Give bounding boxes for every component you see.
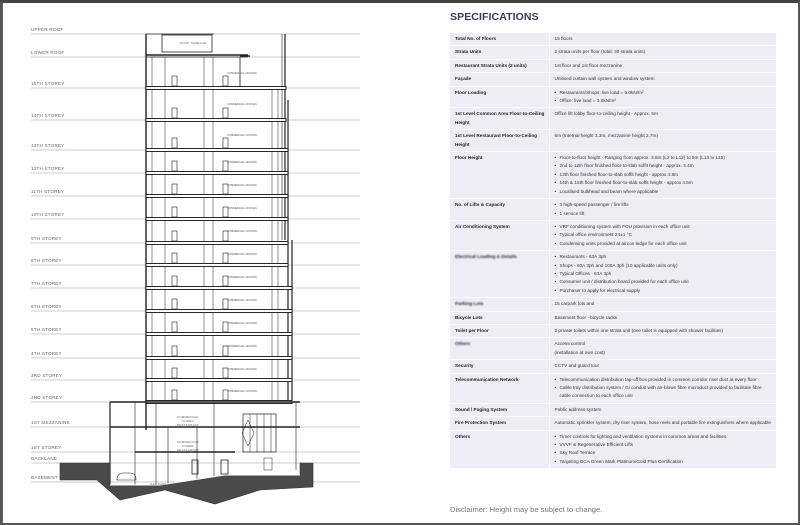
spec-row xyxy=(450,430,776,469)
spec-value xyxy=(549,311,776,324)
spec-bullet: • Localised bulkhead and beam where applicable xyxy=(555,188,773,196)
spec-bullet: • Restaurants - 63A 3ph xyxy=(555,253,773,261)
ground-hatch xyxy=(60,463,313,504)
spec-value xyxy=(549,324,776,337)
storey-label: 3RD STOREY xyxy=(31,373,63,378)
storey-label: 12TH STOREY xyxy=(31,166,65,171)
spec-value-text: 1st floor and 1st floor mezzanine xyxy=(554,62,623,68)
spec-row xyxy=(450,373,776,403)
spec-row xyxy=(450,298,776,311)
door-opening xyxy=(172,346,177,356)
spec-row xyxy=(450,108,776,130)
spec-key: Parking Lots xyxy=(450,298,549,311)
spec-key: 1st Level Common Area Floor-to-Ceiling Height xyxy=(450,108,549,130)
spec-key: No. of Lifts & Capacity xyxy=(450,199,549,221)
spec-key: Floor Height xyxy=(450,152,549,199)
door-opening xyxy=(223,76,228,86)
storey-label: 9TH STOREY xyxy=(31,236,62,241)
spec-value-text: 6m (Internal height 3.3m, mezzanine height 2.7m) xyxy=(554,133,658,139)
storey-label: 4TH STOREY xyxy=(31,351,62,356)
storey-label: 10TH STOREY xyxy=(31,212,65,217)
spec-value xyxy=(549,152,776,199)
storey-label: BACKLANE xyxy=(31,456,58,461)
spec-bullet: • Targeting BCA Green Mark Platinum/Gold Plus Certification xyxy=(555,458,773,466)
spec-row xyxy=(450,152,776,199)
specs-title: SPECIFICATIONS xyxy=(450,11,539,23)
spec-key: Restaurant Strata Units (2 units) xyxy=(450,59,549,72)
storey-label: 7TH STOREY xyxy=(31,281,62,286)
door-opening xyxy=(172,76,177,86)
spec-bullet: • 3 high-speed passenger / fire lifts xyxy=(555,201,773,209)
floor-slab xyxy=(146,172,288,175)
spec-value-text: 2 private toilets within one strata unit (one toilet is equipped with shower facilities) xyxy=(554,327,724,333)
floor-slab xyxy=(146,357,292,360)
storey-label: 8TH STOREY xyxy=(31,258,62,263)
floor-slab xyxy=(146,87,286,90)
spec-bullet: • Timer controls for lighting and ventilation systems in common areas and facilities xyxy=(555,433,773,441)
door-opening xyxy=(223,108,228,118)
spec-value-text: Public address system xyxy=(554,406,602,412)
spec-bullet: • Consumer unit / distribution board provided for each office unit xyxy=(555,278,773,286)
office-room-label: COMMERCIAL OFFICES xyxy=(227,103,257,106)
spec-row xyxy=(450,360,776,373)
spec-key: Façade xyxy=(450,73,549,86)
spec-value xyxy=(549,33,776,46)
spec-key: 1st Level Restaurant Floor-to-Ceiling Height xyxy=(450,130,549,152)
spec-row xyxy=(450,251,776,298)
spec-bullet: • 1 service lift xyxy=(555,210,773,218)
spec-bullet: • Restaurants/Shops: live load = 5.0kN/m² xyxy=(555,89,773,97)
spec-key: Others xyxy=(450,338,549,360)
spec-row xyxy=(450,199,776,221)
storey-label: 15TH STOREY xyxy=(31,81,65,86)
office-room-label: COMMERCIAL OFFICES xyxy=(227,345,257,348)
spec-key: Toilet per Floor xyxy=(450,324,549,337)
floor-slab xyxy=(146,195,288,198)
spec-bullet: • Purchaser to apply for electrical supply xyxy=(555,287,773,295)
storey-label: 6TH STOREY xyxy=(31,304,62,309)
spec-row xyxy=(450,46,776,59)
door-opening xyxy=(172,184,177,194)
storey-label: BASEMENT xyxy=(31,475,58,480)
office-room-label: COMMERCIAL OFFICES xyxy=(227,207,257,210)
office-room-label: COMMERCIAL OFFICES xyxy=(227,368,257,371)
storey-label: 13TH STOREY xyxy=(31,143,65,148)
spec-bullet: • Shops - 60A 3ph and 100A 3ph (10 applicable units only) xyxy=(555,262,773,270)
office-room-label: COMMERCIAL OFFICES xyxy=(227,276,257,279)
door-opening xyxy=(172,138,177,148)
spec-key: Air Conditioning System xyxy=(450,220,549,250)
spec-bullet: • 14th & 15th floor finished floor-to-slab soffit height - approx 4.5m xyxy=(555,179,773,187)
door-opening xyxy=(223,138,228,148)
door-opening xyxy=(172,207,177,217)
spec-key: Fire Protection System xyxy=(450,417,549,430)
spec-bullet: • 2nd to 12th floor finished floor-to-slab soffit height - approx. 3.4m xyxy=(555,162,773,170)
door-opening xyxy=(172,322,177,332)
spec-value xyxy=(549,417,776,430)
spec-value xyxy=(549,403,776,416)
storey-label: LOWER ROOF xyxy=(31,50,65,55)
storey-label: 5TH STOREY xyxy=(31,327,62,332)
spec-row xyxy=(450,59,776,72)
office-room-label: COMMERCIAL OFFICES xyxy=(227,184,257,187)
spec-key: Strata Units xyxy=(450,46,549,59)
spec-value xyxy=(549,130,776,152)
spec-key: Telecommunication Network xyxy=(450,373,549,403)
office-room-label: COMMERCIAL OFFICES xyxy=(227,322,257,325)
spec-key: Total No. of Floors xyxy=(450,33,549,46)
spec-value-text-2: (installation at own cost) xyxy=(554,349,605,355)
spec-value xyxy=(549,220,776,250)
office-room-label: COMMERCIAL OFFICES xyxy=(227,299,257,302)
floor-slab xyxy=(146,379,292,382)
spec-row xyxy=(450,417,776,430)
spec-row xyxy=(450,324,776,337)
spec-row xyxy=(450,338,776,360)
storey-label: 1ST STOREY xyxy=(31,445,62,450)
floor-slab xyxy=(146,218,288,221)
storey-label: 1ST MEZZANINE xyxy=(31,420,70,425)
spec-bullet: • VVVF & Regenerative Efficient Lifts xyxy=(555,441,773,449)
spec-value xyxy=(549,298,776,311)
spec-value xyxy=(549,108,776,130)
spec-value xyxy=(549,86,776,108)
spec-value-text: 2 strata units per floor (total: 30 strata units) xyxy=(554,49,646,55)
spec-row xyxy=(450,311,776,324)
spec-bullet: • 13th floor finished floor-to-slab soffit height - approx 4.8m xyxy=(555,171,773,179)
spec-bullet: • Typical office environment 24±1 °C xyxy=(555,231,773,239)
office-room-label: COMMERCIAL OFFICES xyxy=(227,161,257,164)
spec-bullet: • Typical Offices - 63A 3ph xyxy=(555,270,773,278)
office-room-label: COMMERCIAL OFFICES xyxy=(227,72,257,75)
spec-value xyxy=(549,199,776,221)
floor-slab xyxy=(146,287,292,290)
spec-value xyxy=(549,251,776,298)
floor-slab xyxy=(146,149,288,152)
storey-label: UPPER ROOF xyxy=(31,27,64,32)
floor-slab xyxy=(146,333,292,336)
floor-slab xyxy=(146,310,292,313)
car-park-label: CAR PARK xyxy=(150,482,167,486)
spec-row xyxy=(450,220,776,250)
door-opening xyxy=(172,253,177,263)
spec-row xyxy=(450,33,776,46)
spec-bullet: • Floor-to-floor height - Ranging from approx. 3.6m (L2 to L12) to 5m (L13 to L15) xyxy=(555,154,773,162)
restaurant-label: COMMERCIAL UNDER RESTAURANT xyxy=(176,415,200,427)
door-opening xyxy=(172,299,177,309)
spec-row xyxy=(450,73,776,86)
spec-key: Floor Loading xyxy=(450,86,549,108)
storey-label: 11TH STOREY xyxy=(31,189,65,194)
specifications-table xyxy=(450,33,776,469)
spec-bullet: • Cable tray distribution system / GI conduit with air-blown fibre microduct provided to facilitate fibre cable connection to each office unit xyxy=(555,384,773,401)
roof-terrace-label: ROOF TERRACE xyxy=(180,41,207,45)
spec-value xyxy=(549,73,776,86)
spec-bullet: • Telecommunication distribution tap-off box provided in common corridor riser duct at every floor xyxy=(555,376,773,384)
spec-value xyxy=(549,59,776,72)
spec-value xyxy=(549,338,776,360)
spec-key: Bicycle Lots xyxy=(450,311,549,324)
door-opening xyxy=(172,161,177,171)
spec-value-text: 15 floors xyxy=(554,36,573,41)
spec-row xyxy=(450,403,776,416)
spec-bullet: • Condensing units provided at aircon ledge for each office unit xyxy=(555,240,773,248)
restaurant-label-2: COMMERCIAL UNDER RESTAURANT xyxy=(176,440,200,452)
storey-label: 14TH STOREY xyxy=(31,113,65,118)
spec-row xyxy=(450,130,776,152)
door-opening xyxy=(172,231,177,241)
spec-value-text: Unitised curtain wall system and window system xyxy=(554,76,655,82)
spec-key: Others xyxy=(450,430,549,469)
disclaimer: Disclaimer: Height may be subject to change. xyxy=(450,505,603,514)
floor-slab xyxy=(146,264,288,267)
spec-value xyxy=(549,373,776,403)
spec-key: Security xyxy=(450,360,549,373)
floor-slab xyxy=(146,242,288,245)
door-opening xyxy=(172,390,177,400)
floor-slab xyxy=(146,119,286,122)
spec-row xyxy=(450,86,776,108)
office-room-label: COMMERCIAL OFFICES xyxy=(227,230,257,233)
spec-key: Sound / Paging System xyxy=(450,403,549,416)
door-opening xyxy=(172,276,177,286)
spec-value-text: Access control xyxy=(554,341,585,347)
spec-bullet: • Sky Roof Terrace xyxy=(555,449,773,457)
door-opening xyxy=(172,108,177,118)
spec-value-text: Basement floor - bicycle racks xyxy=(554,314,618,320)
spec-value-text: 15 carpark lots and xyxy=(554,301,595,307)
office-room-label: COMMERCIAL OFFICES xyxy=(227,390,257,393)
spec-bullet: • VRF conditioning system with FCU provision in each office unit xyxy=(555,223,773,231)
spec-value-text: Office lift lobby floor-to-ceiling height - Approx. 6m xyxy=(554,111,658,117)
door-opening xyxy=(172,368,177,378)
spec-value xyxy=(549,430,776,469)
spec-value-text: Automatic sprinkler system, dry riser system, hose reels and portable fire extinguishers where applicable xyxy=(554,420,771,426)
spec-bullet: • Office: live load = 3.0kN/m² xyxy=(555,97,773,105)
spec-value xyxy=(549,360,776,373)
office-room-label: COMMERCIAL OFFICES xyxy=(227,134,257,137)
spec-value-text: CCTV and guard tour xyxy=(554,363,600,369)
spec-key: Electrical Loading & Details xyxy=(450,251,549,298)
office-room-label: COMMERCIAL OFFICES xyxy=(227,253,257,256)
spec-value xyxy=(549,46,776,59)
storey-label: 2ND STOREY xyxy=(31,395,63,400)
